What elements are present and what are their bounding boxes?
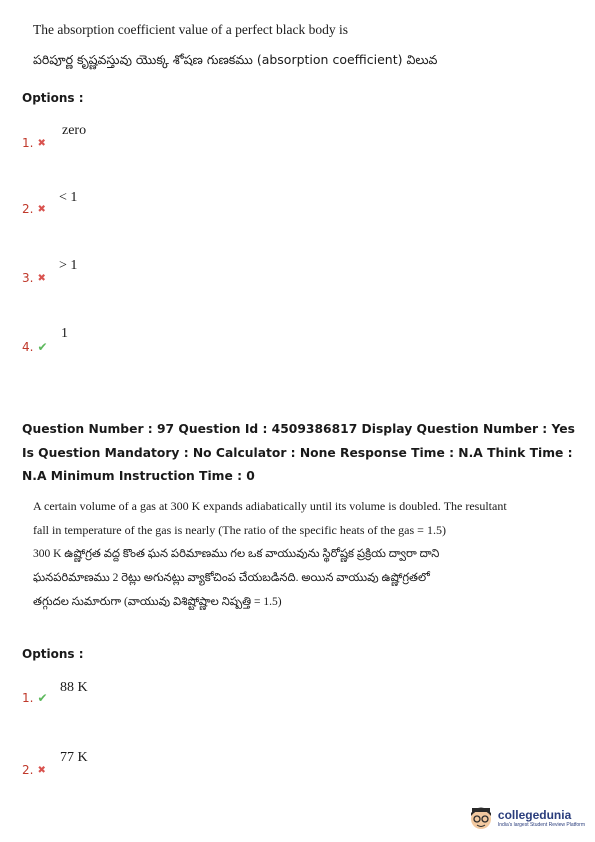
options-label: Options : — [22, 91, 84, 105]
option-value: < 1 — [59, 190, 78, 205]
option-number — [22, 202, 46, 216]
option-number — [22, 136, 46, 150]
option-index: 1. — [22, 691, 34, 705]
option-index: 3. — [22, 271, 34, 285]
cross-icon: ✖ — [37, 137, 46, 149]
option-number — [22, 691, 48, 705]
check-icon: ✔ — [37, 340, 48, 354]
option-index: 2. — [22, 202, 34, 216]
option-value: 88 K — [60, 680, 88, 695]
question-text — [33, 494, 573, 614]
option-number — [22, 340, 48, 354]
option-value: 1 — [61, 326, 68, 341]
cross-icon: ✖ — [37, 764, 46, 776]
question-line-te: ఘనపరిమాణము 2 రెట్లు అగునట్లు వ్యాకోచింప చేయబడినది. అయిన వాయువు ఉష్ణోగ్రతలో — [33, 572, 430, 584]
logo-tagline: India's largest Student Review Platform — [497, 822, 585, 828]
option-value: 77 K — [60, 750, 88, 765]
question-meta: Question Number : 97 Question Id : 4509386817 Display Question Number : Yes Is Question Mandatory : No Calculator : None Response Time : N.A Think Time : N.A Minimum Instruction Time : 0 — [22, 422, 575, 483]
logo-name: collegedunia — [497, 808, 572, 822]
question-text-te: పరిపూర్ణ కృష్ణవస్తువు యొక్క శోషణ గుణకము (absorption coefficient) విలువ — [33, 52, 438, 67]
question-line: A certain volume of a gas at 300 K expands adiabatically until its volume is doubled. The resultant — [33, 499, 507, 513]
option-value: > 1 — [59, 258, 78, 273]
option-number — [22, 271, 46, 285]
mascot-icon — [468, 804, 494, 832]
option-number — [22, 763, 46, 777]
collegedunia-logo — [468, 804, 585, 832]
option-index: 4. — [22, 340, 34, 354]
check-icon: ✔ — [37, 691, 48, 705]
question-text-en: The absorption coefficient value of a perfect black body is — [33, 22, 349, 37]
option-value: zero — [62, 123, 87, 138]
question-line-te: తగ్గుదల సుమారుగా (వాయువు విశిష్టోష్ణాల నిష్పత్తి = 1.5) — [33, 596, 282, 608]
cross-icon: ✖ — [37, 203, 46, 215]
option-index: 1. — [22, 136, 34, 150]
question-line-te: 300 K ఉష్ణోగ్రత వద్ద కొంత ఘన పరిమాణము గల ఒక వాయువును స్థిరోష్ణక ప్రక్రియ ద్వారా దాని — [33, 548, 440, 560]
cross-icon: ✖ — [37, 272, 46, 284]
option-index: 2. — [22, 763, 34, 777]
question-line: fall in temperature of the gas is nearly (The ratio of the specific heats of the gas = 1.5) — [33, 523, 446, 537]
options-label: Options : — [22, 647, 84, 661]
